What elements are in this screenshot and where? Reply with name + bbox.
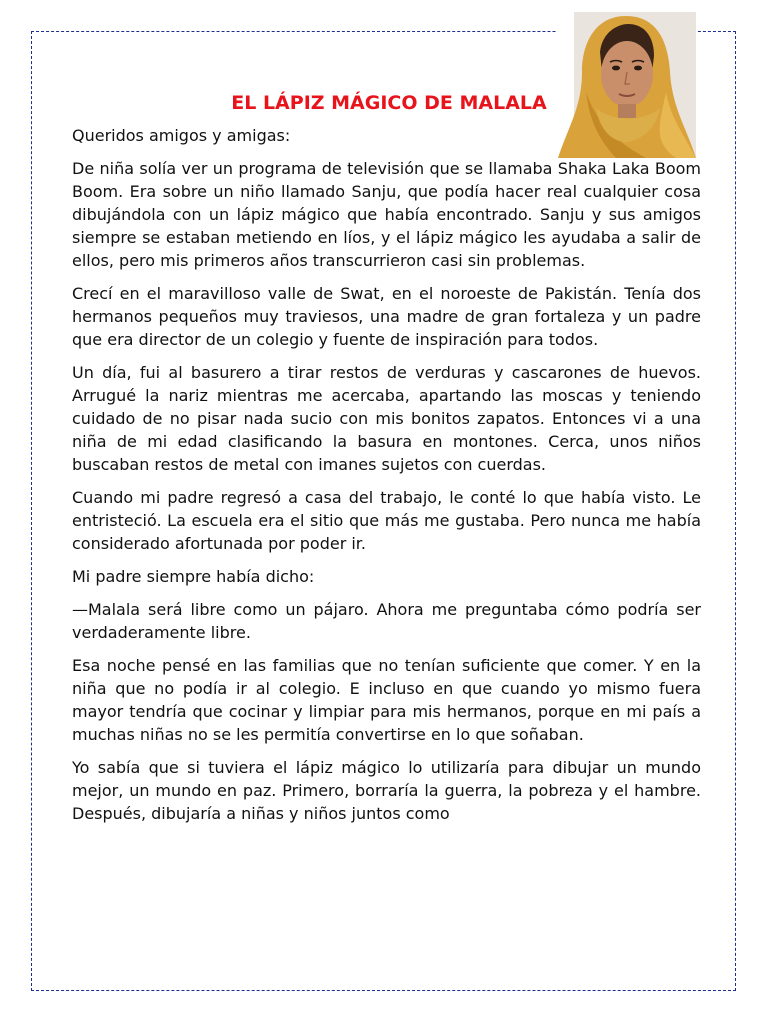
greeting-paragraph: Queridos amigos y amigas: [72, 126, 291, 145]
document-title: EL LÁPIZ MÁGICO DE MALALA [231, 92, 547, 114]
paragraph-7: Esa noche pensé en las familias que no tenían suficiente que comer. Y en la niña que no podía ir al colegio. E incluso en que cuando yo mismo fuera mayor tendría que cocinar y limpiar para mis hermanos, porque en mi país a muchas niñas no se les permitía convertirse en lo que soñaban. [72, 656, 701, 744]
paragraph-6: —Malala será libre como un pájaro. Ahora me preguntaba cómo podría ser verdaderamente libre. [72, 600, 701, 642]
portrait-photo [556, 12, 696, 158]
paragraph-1: De niña solía ver un programa de televisión que se llamaba Shaka Laka Boom Boom. Era sobre un niño llamado Sanju, que podía hacer real cualquier cosa dibujándola con un lápiz mágico que había encontrado. Sanju y sus amigos siempre se estaban metiendo en líos, y el lápiz mágico les ayudaba a salir de ellos, pero mis primeros años transcurrieron casi sin problemas. [72, 159, 701, 270]
paragraph-5: Mi padre siempre había dicho: [72, 567, 315, 586]
paragraph-8: Yo sabía que si tuviera el lápiz mágico lo utilizaría para dibujar un mundo mejor, un mundo en paz. Primero, borraría la guerra, la pobreza y el hambre. Después, dibujaría a niñas y niños juntos como [72, 758, 701, 823]
paragraph-2: Crecí en el maravilloso valle de Swat, en el noroeste de Pakistán. Tenía dos hermanos pequeños muy traviesos, una madre de gran fortaleza y un padre que era director de un colegio y fuente de inspiración para todos. [72, 284, 701, 349]
paragraph-3: Un día, fui al basurero a tirar restos de verduras y cascarones de huevos. Arrugué la nariz mientras me acercaba, apartando las moscas y teniendo cuidado de no pisar nada sucio con mis bonitos zapatos. Entonces vi a una niña de mi edad clasificando la basura en montones. Cerca, unos niños buscaban restos de metal con imanes sujetos con cuerdas. [72, 363, 701, 474]
document-body [72, 124, 701, 835]
paragraph-4: Cuando mi padre regresó a casa del trabajo, le conté lo que había visto. Le entristeció. La escuela era el sitio que más me gustaba. Pero nunca me había considerado afortunada por poder ir. [72, 488, 701, 553]
